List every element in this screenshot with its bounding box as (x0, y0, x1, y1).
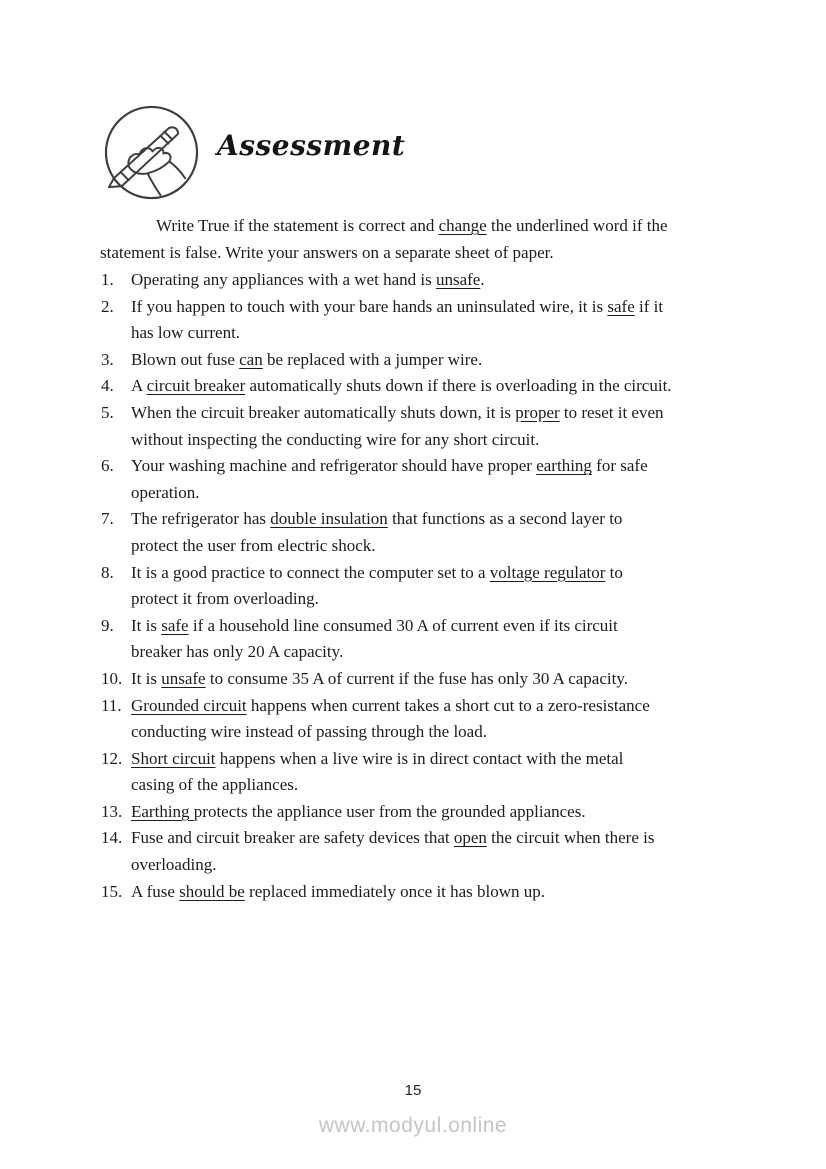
text-run: for safe (591, 456, 648, 476)
text-line (131, 799, 760, 826)
text-run: Blown out fuse (131, 349, 240, 369)
underlined-term: safe (161, 615, 189, 635)
text-run: A (131, 376, 147, 396)
text-line (131, 294, 760, 321)
text-line (131, 613, 760, 640)
underlined-term: should be (179, 881, 245, 901)
writing-hand-icon (102, 103, 201, 202)
item-number: 2. (101, 296, 114, 316)
text-run: protect the user from electric shock. (131, 535, 376, 555)
statement-item (100, 267, 760, 294)
text-line (131, 772, 760, 799)
item-number: 8. (101, 562, 114, 582)
underlined-term: unsafe (435, 270, 481, 289)
item-number: 10. (101, 668, 123, 688)
text-line (131, 639, 760, 666)
text-line (100, 239, 744, 266)
text-run: breaker has only 20 A capacity. (131, 642, 344, 662)
statement-item (100, 693, 760, 746)
item-number: 6. (101, 456, 114, 476)
statement-item (100, 347, 760, 374)
text-run: It is (131, 615, 162, 635)
text-run: to (605, 562, 623, 582)
text-run: A fuse (131, 881, 180, 901)
text-run: conducting wire instead of passing through the load. (131, 722, 487, 742)
underlined-term: can (239, 349, 263, 369)
statement-item (100, 560, 760, 613)
text-line (131, 586, 760, 613)
underlined-term: Short circuit (131, 748, 216, 768)
text-line (131, 427, 760, 454)
text-run: that functions as a second layer to (387, 509, 623, 529)
text-run: It is a good practice to connect the computer set to a (131, 562, 490, 582)
item-number: 9. (101, 615, 114, 635)
text-run: to consume 35 A of current if the fuse has only 30 A capacity. (205, 668, 628, 688)
text-run: operation. (131, 482, 200, 502)
statement-item (100, 373, 760, 400)
statement-item (100, 825, 760, 878)
underlined-term: double insulation (270, 509, 388, 529)
text-run: overloading. (131, 855, 217, 875)
statement-item (100, 879, 760, 906)
item-number: 15. (101, 881, 123, 901)
text-run: . (480, 270, 485, 289)
text-run: to reset it even (559, 402, 664, 422)
statement-item (100, 666, 760, 693)
text-run: if a household line consumed 30 A of current even if its circuit (188, 615, 618, 635)
text-line (131, 825, 760, 852)
text-run: the circuit when there is (486, 828, 655, 848)
statement-item (100, 453, 760, 506)
text-line (131, 400, 760, 427)
text-run: When the circuit breaker automatically shuts down, it is (131, 402, 516, 422)
text-line (131, 453, 760, 480)
text-line (131, 480, 760, 507)
text-run: if it (634, 296, 664, 316)
statement-item (100, 613, 760, 666)
text-run: statement is false. Write your answers on a separate sheet of paper. (100, 243, 554, 262)
instructions (100, 212, 744, 266)
underlined-term: proper (515, 402, 560, 422)
statement-item (100, 746, 760, 799)
page-number: 15 (404, 1082, 422, 1099)
statement-item (100, 294, 760, 347)
text-run: protects the appliance user from the grounded appliances. (193, 801, 586, 821)
text-line (131, 719, 760, 746)
underlined-term: open (453, 828, 487, 848)
text-run: The refrigerator has (131, 509, 271, 529)
text-line (100, 212, 744, 239)
text-run: protect it from overloading. (131, 589, 319, 609)
text-run: If you happen to touch with your bare hands an uninsulated wire, it is (131, 296, 608, 316)
statement-list (100, 267, 760, 905)
assessment-header (102, 103, 405, 202)
text-run: replaced immediately once it has blown up. (244, 881, 546, 901)
text-line (131, 373, 760, 400)
text-run: It is (131, 668, 162, 688)
text-run: happens when a live wire is in direct contact with the metal (215, 748, 624, 768)
text-run: Operating any appliances with a wet hand is (131, 270, 436, 289)
item-number: 12. (101, 748, 123, 768)
underlined-term: Grounded circuit (131, 695, 247, 715)
item-number: 11. (101, 695, 122, 715)
underlined-term: unsafe (161, 668, 206, 688)
item-number: 7. (101, 509, 114, 529)
underlined-term: Earthing (131, 801, 194, 821)
text-run: Write True if the statement is correct and (156, 216, 439, 235)
text-run: be replaced with a jumper wire. (262, 349, 483, 369)
item-number: 1. (101, 270, 114, 289)
underlined-term: change (438, 216, 487, 235)
page-title: Assessment (217, 129, 406, 162)
text-run: Your washing machine and refrigerator should have proper (131, 456, 537, 476)
text-line (131, 347, 760, 374)
item-number: 14. (101, 828, 123, 848)
item-number: 13. (101, 801, 123, 821)
text-run: Fuse and circuit breaker are safety devices that (131, 828, 454, 848)
text-line (131, 879, 760, 906)
statement-item (100, 400, 760, 453)
item-number: 4. (101, 376, 114, 396)
watermark: www.modyul.online (318, 1114, 508, 1137)
text-line (131, 320, 760, 347)
text-run: without inspecting the conducting wire for any short circuit. (131, 429, 540, 449)
text-run: happens when current takes a short cut to a zero-resistance (246, 695, 650, 715)
item-number: 3. (101, 349, 114, 369)
item-number: 5. (101, 402, 114, 422)
text-line (131, 852, 760, 879)
text-run: automatically shuts down if there is overloading in the circuit. (245, 376, 672, 396)
statement-item (100, 799, 760, 826)
text-line (131, 666, 760, 693)
underlined-term: earthing (536, 456, 592, 476)
text-line (131, 693, 760, 720)
text-line (131, 746, 760, 773)
statement-item (100, 506, 760, 559)
text-line (131, 560, 760, 587)
text-line (131, 506, 760, 533)
text-line (131, 267, 760, 294)
text-line (131, 533, 760, 560)
text-run: has low current. (131, 323, 241, 343)
text-run: the underlined word if the (486, 216, 668, 235)
underlined-term: voltage regulator (489, 562, 606, 582)
underlined-term: circuit breaker (146, 376, 246, 396)
underlined-term: safe (607, 296, 635, 316)
text-run: casing of the appliances. (131, 775, 299, 795)
